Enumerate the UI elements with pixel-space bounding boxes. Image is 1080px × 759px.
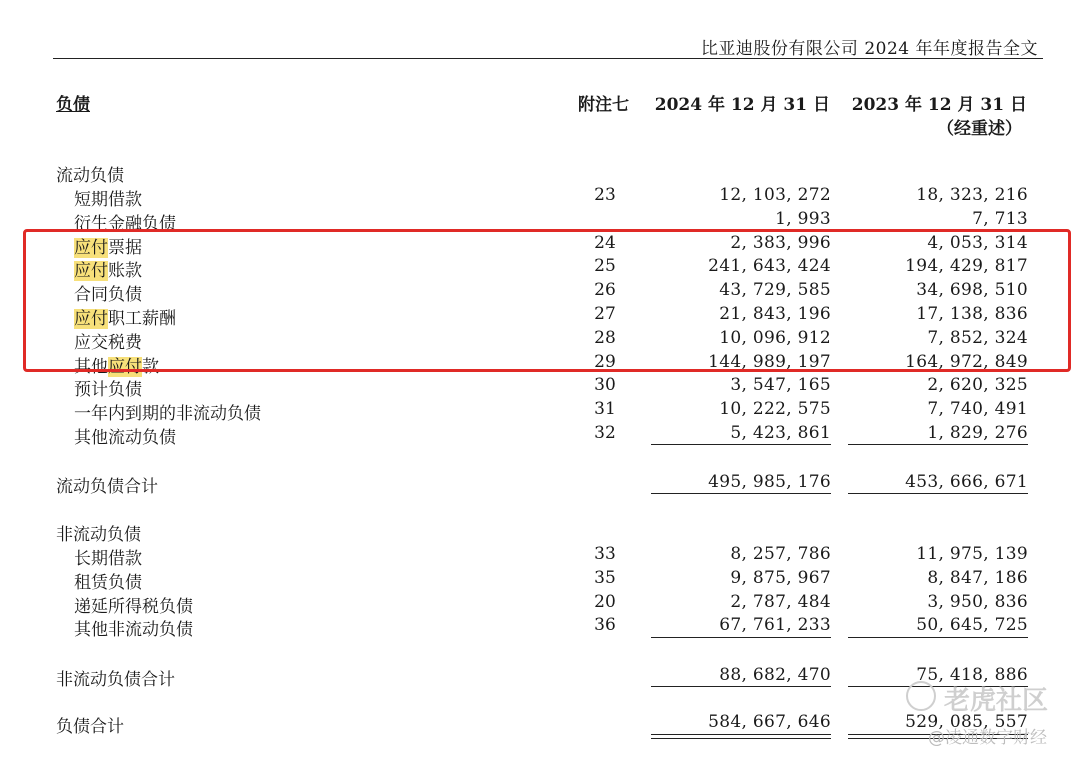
noncurrent-row-note: 36 <box>594 615 616 636</box>
current-row-label-highlight: 应付 <box>74 237 108 258</box>
col-head-2024: 2024 年 12 月 31 日 <box>654 95 830 115</box>
noncurrent-row-value-2024: 8, 257, 786 <box>730 544 831 564</box>
watermark-brand: 老虎社区 <box>944 686 1049 716</box>
nc-total-label: 非流动负债合计 <box>56 670 175 690</box>
section-noncurrent-liabilities: 非流动负债 <box>56 525 141 545</box>
current-row-value-2024: 1, 993 <box>775 208 831 229</box>
col-head-2023: 2023 年 12 月 31 日 <box>851 95 1027 115</box>
noncurrent-row-note: 33 <box>594 544 616 564</box>
noncurrent-row-note: 35 <box>594 567 616 588</box>
current-row-value-2023: 34, 698, 510 <box>916 280 1028 301</box>
col-head-item: 负债 <box>56 95 90 115</box>
current-row-note: 25 <box>594 256 616 277</box>
noncurrent-row-label: 其他非流动负债 <box>74 620 193 641</box>
current-row-note: 27 <box>594 304 616 324</box>
underline-nc-2023 <box>848 637 1028 638</box>
header-title: 比亚迪股份有限公司 2024 年年度报告全文 <box>700 39 1038 59</box>
noncurrent-row-value-2024: 2, 787, 484 <box>730 591 831 612</box>
noncurrent-row-label: 递延所得税负债 <box>74 596 193 617</box>
current-row-label-rest: 账款 <box>108 261 142 282</box>
nc-total-2023: 75, 418, 886 <box>916 665 1028 685</box>
current-row-label: 预计负债 <box>74 380 142 401</box>
current-row-label: 短期借款 <box>74 190 142 210</box>
underline-current-2023 <box>848 444 1028 445</box>
current-row-note: 30 <box>594 375 616 396</box>
section-current-liabilities: 流动负债 <box>56 166 124 186</box>
current-row-value-2023: 194, 429, 817 <box>905 256 1028 277</box>
current-row-label: 一年内到期的非流动负债 <box>74 404 261 425</box>
current-row-value-2024: 10, 096, 912 <box>719 327 831 348</box>
current-row-label: 衍生金融负债 <box>74 213 176 234</box>
noncurrent-row-note: 20 <box>594 591 616 612</box>
current-row-label-highlight: 应付 <box>108 356 142 377</box>
header-rule <box>53 58 1043 59</box>
current-row-label: 应交税费 <box>74 332 142 353</box>
current-row-value-2024: 2, 383, 996 <box>730 232 831 253</box>
current-row-label-rest: 款 <box>142 356 159 377</box>
underline-nc-2024 <box>651 637 831 638</box>
current-row-value-2024: 241, 643, 424 <box>708 256 831 277</box>
current-row-value-2023: 2, 620, 325 <box>927 375 1028 396</box>
noncurrent-row-value-2023: 50, 645, 725 <box>916 615 1028 636</box>
noncurrent-row-value-2024: 9, 875, 967 <box>730 567 831 588</box>
total-2023: 529, 085, 557 <box>905 712 1028 732</box>
total-2024: 584, 667, 646 <box>708 712 831 732</box>
noncurrent-row-value-2023: 3, 950, 836 <box>927 591 1028 612</box>
current-row-label-rest: 职工薪酬 <box>108 309 176 329</box>
current-row-label-highlight: 应付 <box>74 261 108 282</box>
underline-ctotal-2023 <box>848 493 1028 494</box>
highlight-box <box>23 229 1071 372</box>
current-row-note: 26 <box>594 280 616 301</box>
nc-total-2024: 88, 682, 470 <box>719 665 831 685</box>
col-head-note: 附注七 <box>578 95 629 115</box>
current-total-2023: 453, 666, 671 <box>905 472 1028 492</box>
underline-ctotal-2024 <box>651 493 831 494</box>
watermark-author: @凌通数字财经 <box>928 728 1047 748</box>
current-row-value-2024: 144, 989, 197 <box>708 351 831 372</box>
current-row-label: 合同负债 <box>74 285 142 306</box>
current-row-value-2023: 4, 053, 314 <box>927 232 1028 253</box>
watermark-logo-icon <box>906 681 936 711</box>
current-row-value-2023: 7, 852, 324 <box>927 327 1028 348</box>
current-row-label-rest: 票据 <box>108 237 142 258</box>
current-row-value-2023: 18, 323, 216 <box>916 185 1028 205</box>
noncurrent-row-value-2023: 11, 975, 139 <box>916 544 1028 564</box>
current-row-value-2023: 7, 713 <box>972 208 1028 229</box>
current-row-label-prefix: 其他 <box>74 356 108 377</box>
underline-nctotal-2024 <box>651 686 831 687</box>
current-row-value-2024: 5, 423, 861 <box>730 423 831 443</box>
total-label: 负债合计 <box>56 717 124 737</box>
noncurrent-row-label: 长期借款 <box>74 549 142 569</box>
current-row-value-2023: 1, 829, 276 <box>927 423 1028 443</box>
current-row-value-2024: 10, 222, 575 <box>719 399 831 420</box>
current-row-note: 23 <box>594 185 616 205</box>
current-row-value-2023: 17, 138, 836 <box>916 304 1028 324</box>
current-total-2024: 495, 985, 176 <box>708 472 831 492</box>
current-row-value-2024: 12, 103, 272 <box>719 185 831 205</box>
current-row-note: 24 <box>594 232 616 253</box>
current-row-value-2023: 7, 740, 491 <box>927 399 1028 420</box>
current-total-label: 流动负债合计 <box>56 477 158 497</box>
underline-current-2024 <box>651 444 831 445</box>
current-row-note: 28 <box>594 327 616 348</box>
current-row-value-2024: 43, 729, 585 <box>719 280 831 301</box>
current-row-note: 29 <box>594 351 616 372</box>
current-row-value-2023: 164, 972, 849 <box>905 351 1028 372</box>
current-row-value-2024: 21, 843, 196 <box>719 304 831 324</box>
col-head-2023-restated: （经重述） <box>937 119 1022 139</box>
current-row-note: 31 <box>594 399 616 420</box>
noncurrent-row-value-2024: 67, 761, 233 <box>719 615 831 636</box>
current-row-value-2024: 3, 547, 165 <box>730 375 831 396</box>
double-underline-total-2024 <box>651 734 831 739</box>
current-row-label-highlight: 应付 <box>74 309 108 329</box>
current-row-label: 其他流动负债 <box>74 428 176 448</box>
noncurrent-row-label: 租赁负债 <box>74 572 142 593</box>
noncurrent-row-value-2023: 8, 847, 186 <box>927 567 1028 588</box>
current-row-note: 32 <box>594 423 616 443</box>
